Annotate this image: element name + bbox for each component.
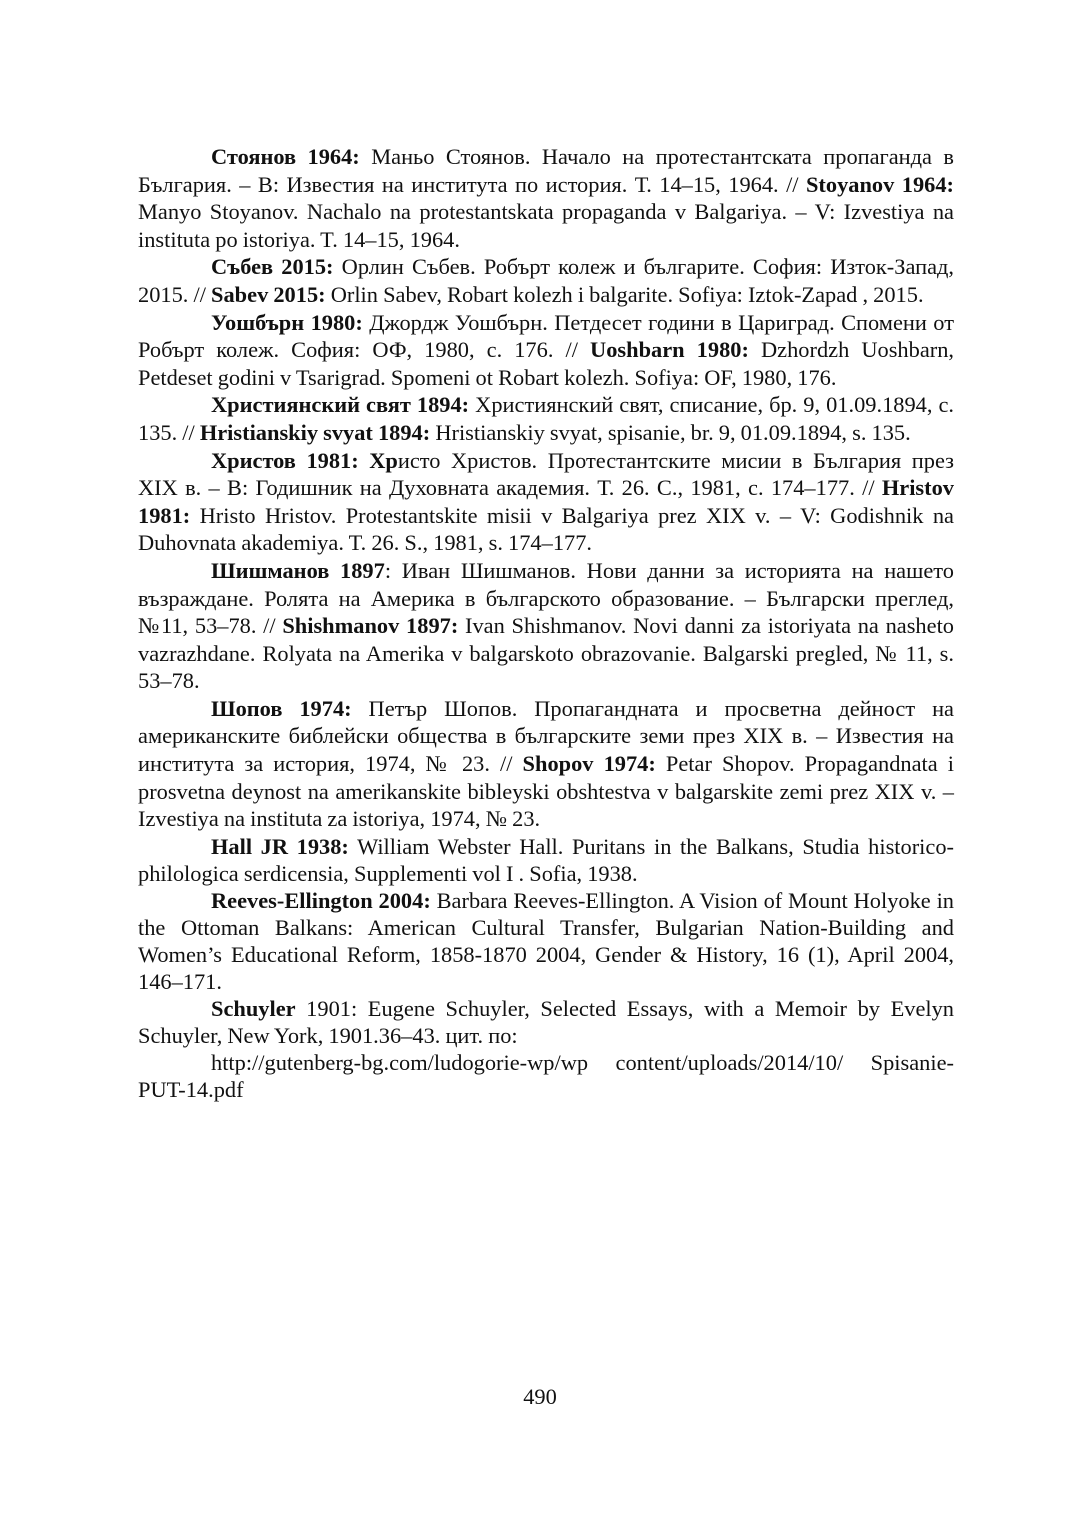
reference-text-latin: Hristianskiy svyat, spisanie, br. 9, 01.09.1894, s. 135. xyxy=(430,419,911,445)
reference-text-latin: Hristo Hristov. Protestantskite misii v Balgariya prez XIX v. – V: Godishnik na Duhovnata akademiya. T. 26. S., 1981, s. 174–177. xyxy=(138,502,954,556)
reference-text: Barbara Reeves-Ellington. A Vision of Mount Holyoke in the Ottoman Balkans: American Cultural Transfer, Bulgarian Nation-Building and Women’s Educational Reform, 1858-1870 2004, Gender & History, 16 (1), April 2004, 146–171. xyxy=(138,887,954,994)
reference-text-bg: исто Христов. Протестантските мисии в България през XIX в. – В: Годишник на Духовната академия. Т. 26. С., 1981, с. 174–177. // xyxy=(138,447,954,501)
reference-author-latin: Stoyanov 1964: xyxy=(805,171,954,197)
reference-text-latin: Orlin Sabev, Robart kolezh i balgarite. Sofiya: Iztok-Zapad , 2015. xyxy=(325,281,924,307)
reference-author: Reeves-Ellington 2004: xyxy=(211,887,431,913)
reference-author-latin: Shopov 1974: xyxy=(522,751,656,777)
reference-url: http://gutenberg-bg.com/ludogorie-wp/wp content/uploads/2014/10/ Spisanie-PUT-14.pdf xyxy=(138,1049,954,1102)
reference-text-bg: Петър Шопов. Пропагандната и просветна дейност на американските библейски общества в българските земи през XIX в. – Известия на института за история, 1974, № 23. // xyxy=(138,695,954,777)
reference-entry xyxy=(138,695,954,833)
reference-text-latin: Dzhordzh Uoshbarn, Petdeset godini v Tsarigrad. Spomeni ot Robart kolezh. Sofiya: OF, 1980, 176. xyxy=(138,337,955,390)
reference-text-latin: Petar Shopov. Propagandnata i prosvetna deynost na amerikanskite bibleyski obshtestva v balgarskite zemi prez XIX v. – Izvestiya na instituta za istoriya, 1974, № 23. xyxy=(138,751,954,832)
reference-entry xyxy=(138,995,954,1049)
reference-text-bg: Джордж Уошбърн. Петдесет години в Цариград. Спомени от Робърт колеж. София: ОФ, 1980, с. 176. // xyxy=(138,309,954,363)
page-number: 490 xyxy=(523,1384,557,1409)
reference-author-latin: Uoshbarn 1980: xyxy=(590,337,749,363)
reference-entry xyxy=(138,309,954,392)
reference-entry xyxy=(138,833,954,887)
reference-text-bg: : Иван Шишманов. Нови данни за историята на нашето възраждане. Ролята на Америка в българското образование. – Български преглед, №11, 53–78. // xyxy=(138,557,954,639)
reference-text: William Webster Hall. Puritans in the Balkans, Studia historico-philologica serdicensia, Supplementi vol I . Sofia, 1938. xyxy=(138,833,954,886)
reference-text-latin: Ivan Shishmanov. Novi danni za istoriyata na nasheto vazrazhdane. Rolyata na Amerika v balgarskoto obrazovanie. Balgarski pregled, № 11, s. 53–78. xyxy=(138,613,954,694)
reference-author-bg: Стоянов 1964: xyxy=(211,144,360,169)
reference-entry xyxy=(138,447,954,557)
reference-author-latin: Hristov 1981: xyxy=(138,475,954,528)
reference-entry xyxy=(138,887,954,995)
reference-text-latin: Manyo Stoyanov. Nachalo na protestantskata propaganda v Balgariya. – V: Izvestiya na instituta po istoriya. T. 14–15, 1964. xyxy=(138,199,954,252)
reference-author-bg: Уошбърн 1980: xyxy=(211,309,363,335)
reference-author: Schuyler xyxy=(211,995,296,1021)
reference-text-bg: Маньо Стоянов. Начало на протестантската пропаганда в България. – В: Известия на института по история. Т. 14–15, 1964. // xyxy=(138,144,954,197)
reference-text-bg: Християнский свят, списание, бр. 9, 01.09.1894, с. 135. // xyxy=(138,392,955,445)
reference-author-bg: Християнский свят 1894: xyxy=(211,392,470,418)
reference-text: 1901: Eugene Schuyler, Selected Essays, with a Memoir by Evelyn Schuyler, New York, 1901.36–43. цит. по: xyxy=(138,995,954,1048)
reference-author-latin: Shishmanov 1897: xyxy=(282,613,459,639)
reference-text-bg: Орлин Събев. Робърт колеж и българите. София: Изток-Запад, 2015. // xyxy=(138,254,955,307)
reference-entry xyxy=(138,253,954,308)
reference-author-bg: Шишманов 1897 xyxy=(211,557,385,583)
reference-author-bg: Шопов 1974: xyxy=(211,695,352,721)
reference-author-bg: Христов 1981: Хр xyxy=(211,447,398,473)
reference-author: Hall JR 1938: xyxy=(211,833,349,859)
reference-entry xyxy=(138,391,954,446)
reference-entry xyxy=(138,557,954,695)
reference-author-latin: Sabev 2015: xyxy=(211,281,326,307)
reference-author-latin: Hristianskiy svyat 1894: xyxy=(199,419,431,445)
bibliography xyxy=(138,143,954,1103)
reference-author-bg: Събев 2015: xyxy=(211,254,334,280)
reference-entry xyxy=(138,143,954,253)
